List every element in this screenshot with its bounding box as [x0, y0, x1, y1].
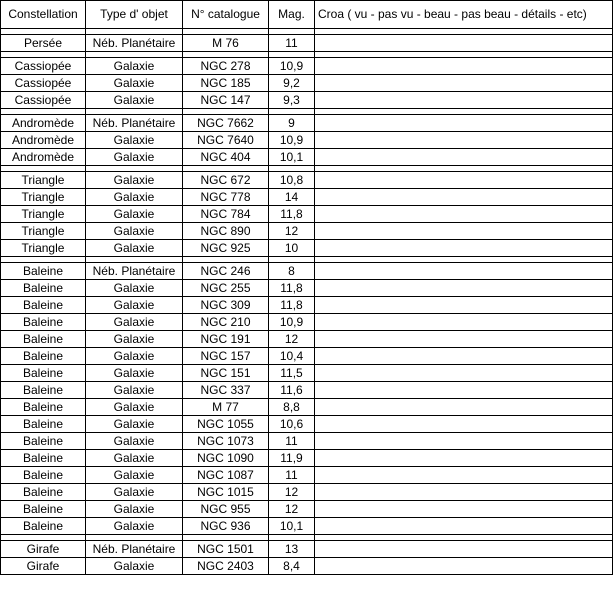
cell-notes[interactable] — [315, 558, 613, 575]
cell-catalog-number: NGC 309 — [183, 297, 269, 314]
cell-constellation: Baleine — [1, 297, 86, 314]
table-row — [1, 240, 613, 257]
cell-notes[interactable] — [315, 348, 613, 365]
cell-magnitude: 11,6 — [269, 382, 315, 399]
cell-constellation: Girafe — [1, 541, 86, 558]
cell-object-type: Galaxie — [86, 92, 183, 109]
header-object-type: Type d' objet — [86, 1, 183, 29]
cell-catalog-number: NGC 7640 — [183, 132, 269, 149]
cell-catalog-number: NGC 337 — [183, 382, 269, 399]
cell-notes[interactable] — [315, 115, 613, 132]
cell-catalog-number: NGC 955 — [183, 501, 269, 518]
cell-constellation: Baleine — [1, 331, 86, 348]
cell-catalog-number: NGC 246 — [183, 263, 269, 280]
cell-magnitude: 9,3 — [269, 92, 315, 109]
cell-catalog-number: M 76 — [183, 35, 269, 52]
cell-object-type: Galaxie — [86, 331, 183, 348]
cell-object-type: Galaxie — [86, 348, 183, 365]
table-body — [1, 29, 613, 575]
table-row — [1, 484, 613, 501]
table-row — [1, 382, 613, 399]
cell-magnitude: 10,1 — [269, 149, 315, 166]
cell-notes[interactable] — [315, 297, 613, 314]
cell-notes[interactable] — [315, 433, 613, 450]
cell-magnitude: 11,8 — [269, 297, 315, 314]
cell-constellation: Andromède — [1, 149, 86, 166]
cell-constellation: Triangle — [1, 223, 86, 240]
cell-magnitude: 10,4 — [269, 348, 315, 365]
cell-object-type: Néb. Planétaire — [86, 35, 183, 52]
cell-object-type: Galaxie — [86, 149, 183, 166]
cell-constellation: Baleine — [1, 280, 86, 297]
cell-notes[interactable] — [315, 484, 613, 501]
cell-notes[interactable] — [315, 75, 613, 92]
cell-object-type: Galaxie — [86, 484, 183, 501]
header-constellation: Constellation — [1, 1, 86, 29]
cell-constellation: Baleine — [1, 484, 86, 501]
cell-constellation: Persée — [1, 35, 86, 52]
cell-magnitude: 8 — [269, 263, 315, 280]
cell-catalog-number: NGC 404 — [183, 149, 269, 166]
table-row — [1, 206, 613, 223]
cell-notes[interactable] — [315, 331, 613, 348]
cell-magnitude: 10,9 — [269, 314, 315, 331]
table-row — [1, 115, 613, 132]
cell-constellation: Triangle — [1, 240, 86, 257]
cell-object-type: Galaxie — [86, 433, 183, 450]
table-row — [1, 189, 613, 206]
cell-catalog-number: NGC 672 — [183, 172, 269, 189]
cell-constellation: Baleine — [1, 399, 86, 416]
cell-notes[interactable] — [315, 206, 613, 223]
table-row — [1, 467, 613, 484]
table-row — [1, 223, 613, 240]
cell-catalog-number: NGC 1501 — [183, 541, 269, 558]
cell-catalog-number: M 77 — [183, 399, 269, 416]
table-row — [1, 263, 613, 280]
cell-object-type: Galaxie — [86, 240, 183, 257]
cell-magnitude: 11 — [269, 467, 315, 484]
table-row — [1, 558, 613, 575]
table-row — [1, 365, 613, 382]
cell-notes[interactable] — [315, 263, 613, 280]
cell-magnitude: 8,8 — [269, 399, 315, 416]
cell-object-type: Galaxie — [86, 501, 183, 518]
cell-catalog-number: NGC 151 — [183, 365, 269, 382]
cell-object-type: Galaxie — [86, 280, 183, 297]
cell-object-type: Galaxie — [86, 399, 183, 416]
cell-magnitude: 11 — [269, 35, 315, 52]
cell-object-type: Néb. Planétaire — [86, 115, 183, 132]
cell-constellation: Baleine — [1, 467, 86, 484]
cell-constellation: Baleine — [1, 263, 86, 280]
cell-object-type: Néb. Planétaire — [86, 263, 183, 280]
cell-magnitude: 11,5 — [269, 365, 315, 382]
cell-object-type: Galaxie — [86, 132, 183, 149]
cell-catalog-number: NGC 255 — [183, 280, 269, 297]
table-row — [1, 501, 613, 518]
cell-constellation: Baleine — [1, 450, 86, 467]
cell-object-type: Galaxie — [86, 206, 183, 223]
table-row — [1, 518, 613, 535]
cell-magnitude: 11,9 — [269, 450, 315, 467]
cell-notes[interactable] — [315, 416, 613, 433]
table-row — [1, 280, 613, 297]
cell-notes[interactable] — [315, 541, 613, 558]
cell-object-type: Néb. Planétaire — [86, 541, 183, 558]
header-magnitude: Mag. — [269, 1, 315, 29]
header-notes: Croa ( vu - pas vu - beau - pas beau - détails - etc) — [315, 1, 613, 29]
table-row — [1, 149, 613, 166]
cell-magnitude: 11 — [269, 433, 315, 450]
cell-constellation: Baleine — [1, 314, 86, 331]
cell-magnitude: 10 — [269, 240, 315, 257]
cell-magnitude: 9,2 — [269, 75, 315, 92]
cell-object-type: Galaxie — [86, 223, 183, 240]
cell-constellation: Andromède — [1, 132, 86, 149]
cell-catalog-number: NGC 936 — [183, 518, 269, 535]
header-row — [1, 1, 613, 29]
cell-magnitude: 10,9 — [269, 132, 315, 149]
cell-catalog-number: NGC 278 — [183, 58, 269, 75]
cell-magnitude: 14 — [269, 189, 315, 206]
cell-constellation: Baleine — [1, 416, 86, 433]
cell-object-type: Galaxie — [86, 172, 183, 189]
cell-catalog-number: NGC 157 — [183, 348, 269, 365]
cell-magnitude: 13 — [269, 541, 315, 558]
cell-catalog-number: NGC 147 — [183, 92, 269, 109]
cell-notes[interactable] — [315, 280, 613, 297]
cell-constellation: Baleine — [1, 382, 86, 399]
cell-magnitude: 10,1 — [269, 518, 315, 535]
cell-constellation: Cassiopée — [1, 92, 86, 109]
cell-object-type: Galaxie — [86, 189, 183, 206]
cell-magnitude: 11,8 — [269, 206, 315, 223]
cell-magnitude: 10,9 — [269, 58, 315, 75]
table-row — [1, 92, 613, 109]
cell-constellation: Baleine — [1, 518, 86, 535]
cell-notes[interactable] — [315, 382, 613, 399]
table-row — [1, 450, 613, 467]
cell-object-type: Galaxie — [86, 382, 183, 399]
cell-constellation: Girafe — [1, 558, 86, 575]
cell-object-type: Galaxie — [86, 450, 183, 467]
cell-constellation: Andromède — [1, 115, 86, 132]
cell-notes[interactable] — [315, 365, 613, 382]
cell-notes[interactable] — [315, 35, 613, 52]
cell-constellation: Baleine — [1, 365, 86, 382]
cell-magnitude: 12 — [269, 501, 315, 518]
cell-catalog-number: NGC 1087 — [183, 467, 269, 484]
cell-catalog-number: NGC 925 — [183, 240, 269, 257]
table-row — [1, 75, 613, 92]
cell-object-type: Galaxie — [86, 365, 183, 382]
cell-object-type: Galaxie — [86, 558, 183, 575]
cell-notes[interactable] — [315, 58, 613, 75]
cell-magnitude: 12 — [269, 484, 315, 501]
cell-constellation: Cassiopée — [1, 75, 86, 92]
cell-notes[interactable] — [315, 501, 613, 518]
cell-constellation: Triangle — [1, 206, 86, 223]
cell-notes[interactable] — [315, 467, 613, 484]
cell-notes[interactable] — [315, 92, 613, 109]
cell-constellation: Baleine — [1, 348, 86, 365]
cell-constellation: Cassiopée — [1, 58, 86, 75]
cell-catalog-number: NGC 1073 — [183, 433, 269, 450]
cell-object-type: Galaxie — [86, 297, 183, 314]
cell-notes[interactable] — [315, 399, 613, 416]
cell-catalog-number: NGC 778 — [183, 189, 269, 206]
table-row — [1, 297, 613, 314]
cell-magnitude: 12 — [269, 331, 315, 348]
cell-catalog-number: NGC 2403 — [183, 558, 269, 575]
cell-catalog-number: NGC 185 — [183, 75, 269, 92]
table-row — [1, 172, 613, 189]
cell-object-type: Galaxie — [86, 416, 183, 433]
cell-notes[interactable] — [315, 314, 613, 331]
cell-catalog-number: NGC 784 — [183, 206, 269, 223]
cell-catalog-number: NGC 7662 — [183, 115, 269, 132]
cell-notes[interactable] — [315, 149, 613, 166]
cell-notes[interactable] — [315, 189, 613, 206]
cell-catalog-number: NGC 191 — [183, 331, 269, 348]
table-row — [1, 433, 613, 450]
table-row — [1, 348, 613, 365]
cell-notes[interactable] — [315, 518, 613, 535]
cell-catalog-number: NGC 210 — [183, 314, 269, 331]
cell-object-type: Galaxie — [86, 58, 183, 75]
cell-object-type: Galaxie — [86, 75, 183, 92]
cell-notes[interactable] — [315, 132, 613, 149]
table-row — [1, 399, 613, 416]
cell-notes[interactable] — [315, 240, 613, 257]
cell-catalog-number: NGC 1055 — [183, 416, 269, 433]
cell-catalog-number: NGC 1090 — [183, 450, 269, 467]
cell-catalog-number: NGC 890 — [183, 223, 269, 240]
cell-magnitude: 8,4 — [269, 558, 315, 575]
cell-constellation: Baleine — [1, 501, 86, 518]
cell-magnitude: 10,6 — [269, 416, 315, 433]
cell-magnitude: 11,8 — [269, 280, 315, 297]
cell-notes[interactable] — [315, 223, 613, 240]
table-row — [1, 35, 613, 52]
cell-catalog-number: NGC 1015 — [183, 484, 269, 501]
cell-magnitude: 10,8 — [269, 172, 315, 189]
cell-constellation: Triangle — [1, 172, 86, 189]
cell-constellation: Baleine — [1, 433, 86, 450]
table-row — [1, 314, 613, 331]
cell-object-type: Galaxie — [86, 467, 183, 484]
header-catalog-number: N° catalogue — [183, 1, 269, 29]
table-row — [1, 541, 613, 558]
table-row — [1, 416, 613, 433]
cell-notes[interactable] — [315, 450, 613, 467]
cell-magnitude: 12 — [269, 223, 315, 240]
cell-object-type: Galaxie — [86, 518, 183, 535]
cell-notes[interactable] — [315, 172, 613, 189]
table-row — [1, 58, 613, 75]
cell-constellation: Triangle — [1, 189, 86, 206]
cell-object-type: Galaxie — [86, 314, 183, 331]
table-row — [1, 132, 613, 149]
table-row — [1, 331, 613, 348]
cell-magnitude: 9 — [269, 115, 315, 132]
